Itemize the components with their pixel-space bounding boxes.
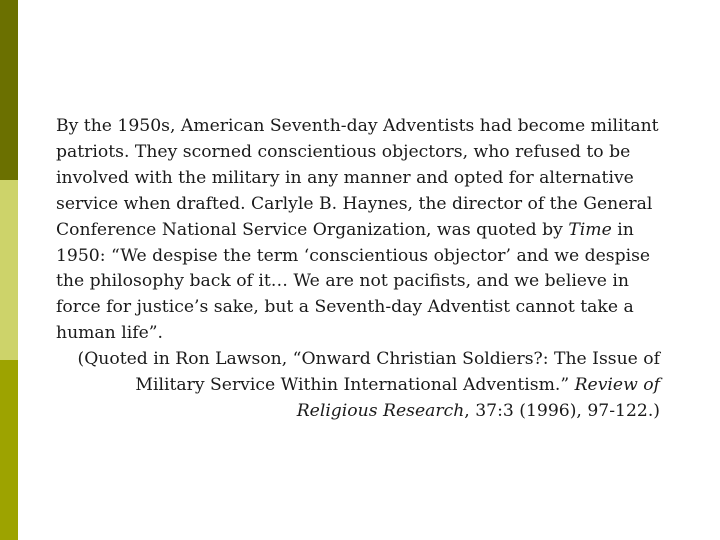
citation-text-1: (Quoted in Ron Lawson, “Onward Christian Soldiers?: The Issue of Military Service Within International Adventism.” (77, 349, 660, 396)
quote-text-2: in 1950: “We despise the term ‘conscientious objector’ and we despise the philosophy back of it… We are not pacifists, and we believe in force for justice’s sake, but a Seventh-day Adventist cannot take a human life”. (56, 219, 651, 344)
citation-journal: Review of Religious Research (296, 375, 660, 421)
sidebar-band-top (0, 0, 18, 180)
sidebar-band-bottom (0, 360, 18, 540)
sidebar-band-middle (0, 180, 18, 360)
quote-text-1: By the 1950s, American Seventh-day Adventists had become militant patriots. They scorned conscientious objectors, who refused to be involved with the military in any manner and opted for alternative service when drafted. Carlyle B. Haynes, the director of the General Conference National Service Organization, was quoted by (56, 116, 659, 240)
quote-italic-time: Time (568, 219, 612, 240)
citation-paragraph (56, 347, 668, 425)
quote-paragraph (56, 114, 668, 347)
slide-body (56, 114, 668, 425)
citation-text-2: , 37:3 (1996), 97-122.) (464, 400, 660, 421)
